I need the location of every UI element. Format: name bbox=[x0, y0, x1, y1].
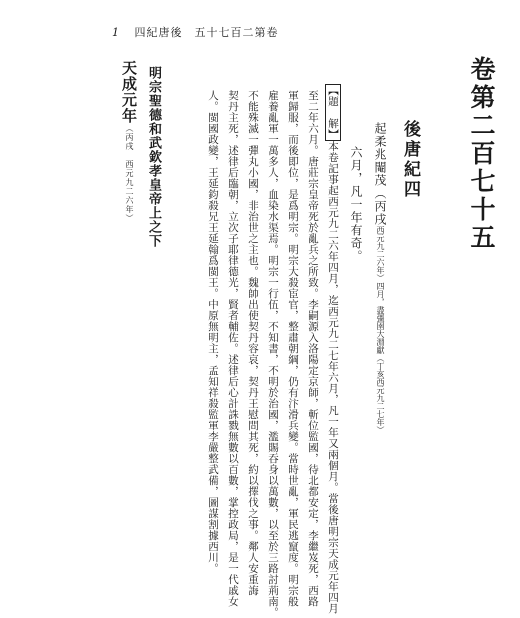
body-line-3: 軍歸服，而後即位，是爲明宗。明宗大殺宦官，整肅朝綱，仍有汴滑兵變。當時世亂，軍民逃竄度。明宗般 bbox=[287, 90, 299, 607]
body-column-1 bbox=[328, 84, 339, 614]
byline-start: 起柔兆閹茂（丙戌 bbox=[373, 122, 387, 226]
months-note: 六月，凡一年有奇。 bbox=[349, 146, 363, 263]
body-line-2: 至二年六月。唐莊宗皇帝死於亂兵之所致。李嗣源入洛陽定京師，斬位監國，待北都安定，李繼岌死，西路 bbox=[307, 90, 319, 607]
body-line-5: 不能殊滅一彈丸小國，非治世之主也。魏帥出使契丹容哀，契丹王慰問其死，約以擇伐之事。鄰人安重誨 bbox=[247, 90, 259, 596]
era-year-note: （丙戌 西元九二六年） bbox=[125, 124, 134, 223]
byline-middle: 西元九二六年）四月，盡彊圉大淵獻（丁亥 bbox=[376, 226, 385, 378]
body-line-1: 本卷記事起西元九二六年四月，迄西元九二七年六月，凡一年又兩個月。當後唐明宗天成元年四月 bbox=[327, 141, 339, 614]
page-number: 1 bbox=[112, 26, 120, 39]
running-title: 四紀唐後 五十七百二第卷 bbox=[134, 26, 279, 39]
volume-title: 卷第二百七十五 bbox=[467, 56, 496, 252]
body-line-4: 雇養亂軍一萬多人，血染水渠焉。明宗一行伍，不知書，不明於治國，濫賜吞身以萬數，以至於三路討荊南。 bbox=[267, 90, 279, 618]
body-line-6: 契丹主死，述律后臨朝，立次子耶律德光，賢者輔佐。述律后心計誅戮無數以百數，掌控政局，是一代戚女 bbox=[227, 90, 239, 607]
byline-end: 西元九二七年） bbox=[376, 378, 385, 434]
date-range-byline bbox=[374, 122, 386, 434]
running-header bbox=[112, 24, 279, 40]
reign-title: 明宗聖德和武欽孝皇帝上之下 bbox=[146, 66, 161, 248]
body-line-7: 人。閩國政變，王延鈞殺兄王延翰爲閩王。中原無明主，孟知祥殺監軍李嚴整武備，圖謀割據西川。 bbox=[207, 90, 219, 574]
dynasty-title: 後唐紀四 bbox=[400, 120, 420, 200]
explanation-label: 【題 解】 bbox=[327, 85, 339, 140]
era-year: 天成元年 bbox=[120, 60, 138, 124]
era-year-heading bbox=[121, 60, 136, 223]
